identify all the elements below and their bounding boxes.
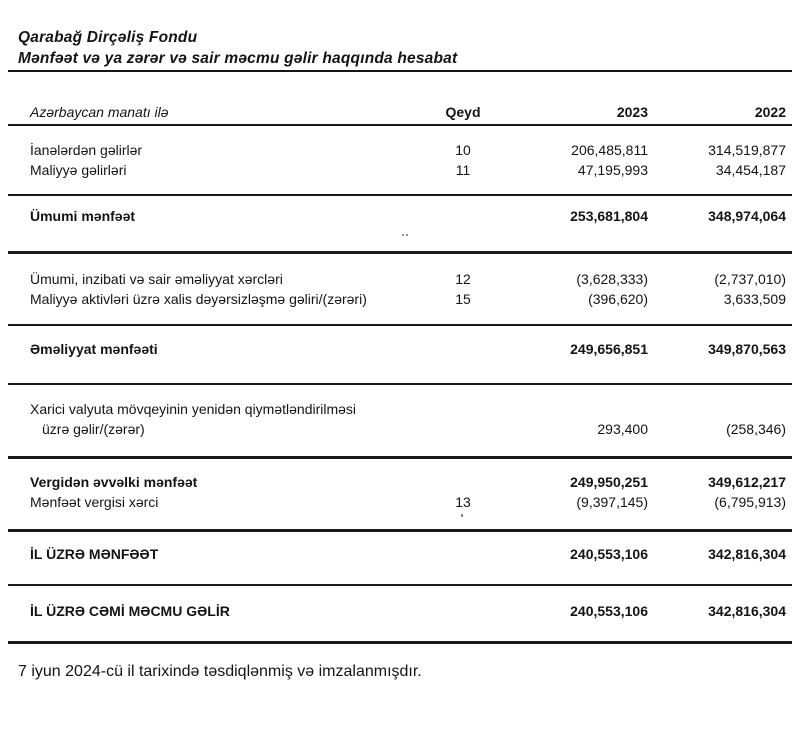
row-value-2023: 253,681,804 — [570, 208, 648, 224]
row-note: 11 — [455, 162, 471, 178]
statement-title: Mənfəət və ya zərər və sair məcmu gəlir haqqında hesabat — [18, 50, 458, 67]
separator-rule — [8, 383, 792, 385]
separator-rule — [8, 251, 792, 254]
row-label: İL ÜZRƏ CƏMİ MƏCMU GƏLİR — [30, 603, 230, 619]
row-value-2023: 206,485,811 — [571, 142, 648, 158]
row-note: 15 — [455, 291, 471, 307]
table-row-donation-income — [0, 140, 800, 160]
separator-rule — [8, 529, 792, 532]
document-header — [8, 27, 792, 72]
row-value-2023: 249,656,851 — [570, 341, 648, 357]
table-row-operating-profit — [0, 339, 800, 359]
table-row-profit-for-year — [0, 544, 800, 564]
row-label: Maliyyə gəlirləri — [30, 162, 127, 178]
table-row-fx-revaluation — [0, 399, 800, 439]
row-value-2023: 240,553,106 — [570, 603, 648, 619]
row-value-2023: (3,628,333) — [576, 271, 648, 287]
row-label: Ümumi mənfəət — [30, 208, 136, 224]
row-value-2022: (258,346) — [726, 421, 786, 437]
row-value-2023: (9,397,145) — [576, 494, 648, 510]
row-value-2023: 293,400 — [597, 421, 648, 437]
column-header-row — [0, 102, 800, 122]
approval-note: 7 iyun 2024-cü il tarixində təsdiqlənmiş və imzalanmışdır. — [18, 663, 422, 680]
table-row-gross-profit — [0, 206, 800, 226]
table-row-finance-income — [0, 160, 800, 180]
row-label-line1: Xarici valyuta mövqeyinin yenidən qiymətləndirilməsi — [30, 401, 357, 417]
row-label: Əməliyyat mənfəəti — [30, 341, 158, 357]
table-row-income-tax — [0, 492, 800, 512]
row-label — [30, 399, 433, 439]
note-column-header: Qeyd — [445, 104, 481, 120]
row-value-2023: (396,620) — [588, 291, 648, 307]
separator-rule — [8, 324, 792, 326]
table-row-admin-expenses — [0, 269, 800, 289]
scan-artifact — [402, 234, 404, 236]
row-value-2022: 342,816,304 — [708, 603, 786, 619]
row-value-2022: (2,737,010) — [714, 271, 786, 287]
row-value-2022: (6,795,913) — [714, 494, 786, 510]
scan-artifact — [461, 514, 463, 517]
row-note: 10 — [455, 142, 471, 158]
row-note: 13 — [455, 494, 471, 510]
row-value-2023: 240,553,106 — [570, 546, 648, 562]
row-label: Mənfəət vergisi xərci — [30, 494, 159, 510]
row-value-2022: 34,454,187 — [715, 162, 786, 178]
table-row-profit-before-tax — [0, 472, 800, 492]
separator-rule — [8, 641, 792, 644]
row-label: Ümumi, inzibati və sair əməliyyat xərcləri — [30, 271, 283, 287]
year-2023-column-header: 2023 — [616, 104, 648, 120]
row-value-2022: 3,633,509 — [723, 291, 786, 307]
row-label: İanələrdən gəlirlər — [30, 142, 143, 158]
year-2022-column-header: 2022 — [754, 104, 786, 120]
row-label-line2: üzrə gəlir/(zərər) — [42, 421, 145, 437]
row-note: 12 — [455, 271, 471, 287]
table-row-impairment — [0, 289, 800, 309]
row-value-2023: 47,195,993 — [577, 162, 648, 178]
separator-rule — [8, 584, 792, 586]
row-value-2022: 349,870,563 — [708, 341, 786, 357]
row-value-2022: 349,612,217 — [708, 474, 786, 490]
row-value-2022: 314,519,877 — [708, 142, 786, 158]
currency-column-header: Azərbaycan manatı ilə — [30, 104, 169, 120]
row-value-2022: 342,816,304 — [708, 546, 786, 562]
separator-rule — [8, 456, 792, 459]
row-value-2023: 249,950,251 — [570, 474, 648, 490]
row-label: Maliyyə aktivləri üzrə xalis dəyərsizləşmə gəliri/(zərəri) — [30, 291, 367, 307]
org-name: Qarabağ Dirçəliş Fondu — [18, 29, 198, 46]
row-value-2022: 348,974,064 — [708, 208, 786, 224]
separator-rule — [8, 194, 792, 196]
row-label: İL ÜZRƏ MƏNFƏƏT — [30, 546, 159, 562]
row-label: Vergidən əvvəlki mənfəət — [30, 474, 198, 490]
table-row-total-comprehensive-income — [0, 601, 800, 621]
separator-rule — [8, 124, 792, 126]
